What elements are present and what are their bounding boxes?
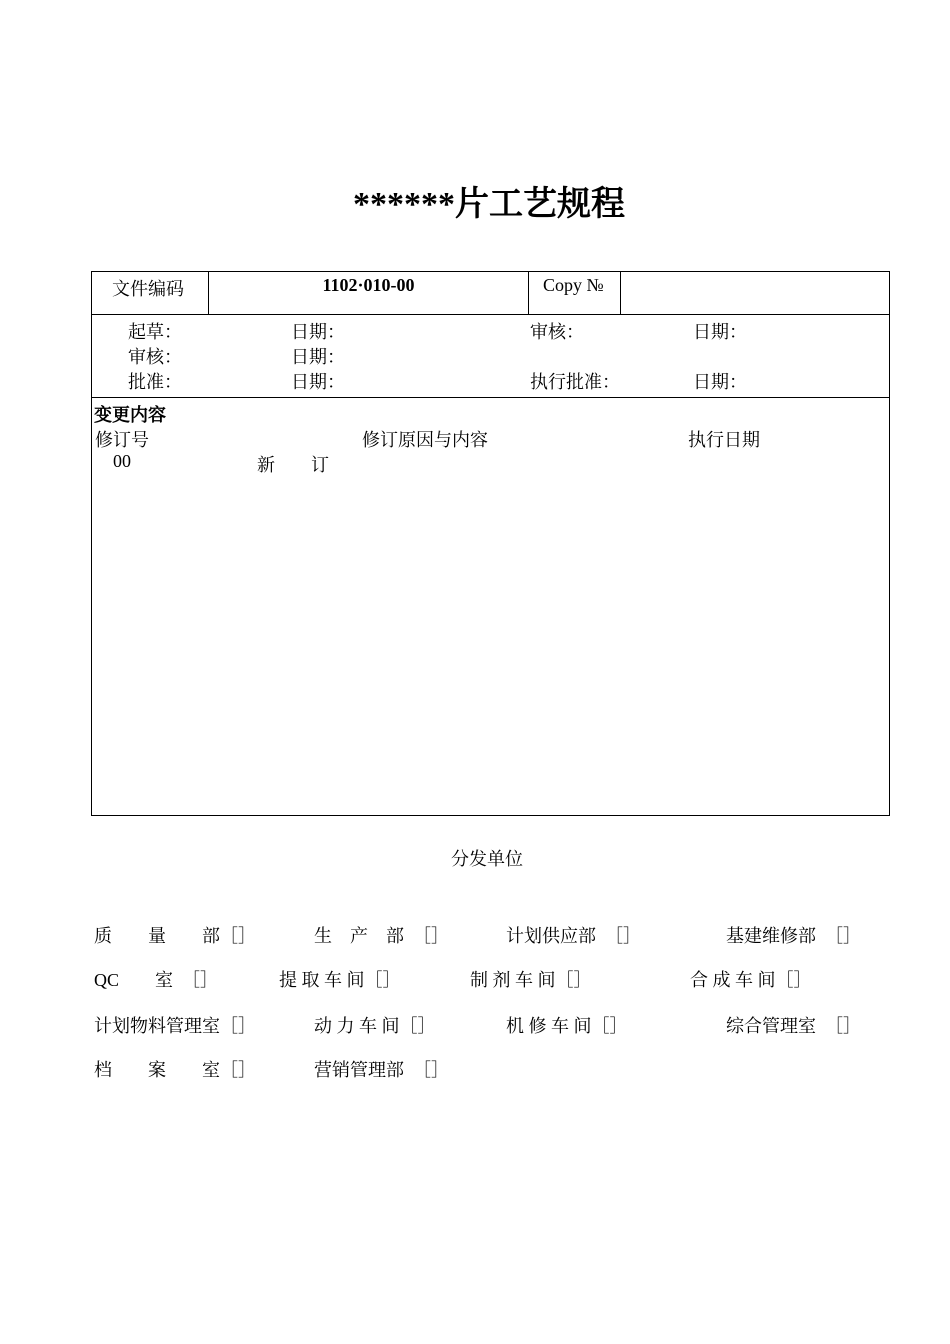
dist-qc-room: QC 室 ［］ — [94, 970, 219, 990]
dist-marketing-dept: 营销管理部 ［］ — [314, 1060, 449, 1080]
dist-formulation-workshop: 制 剂 车 间［］ — [470, 970, 592, 990]
file-code-value: 1102·010-00 — [322, 275, 415, 295]
exec-approve-date-label: 日期： — [693, 372, 747, 392]
dist-synthesis-workshop: 合 成 车 间［］ — [690, 970, 812, 990]
dist-extraction-workshop: 提 取 车 间［］ — [279, 970, 401, 990]
distribution-row-1 — [0, 922, 950, 952]
table-divider-2 — [91, 397, 890, 398]
review-right-label: 审核： — [530, 322, 584, 342]
table-border-right — [889, 271, 890, 816]
dist-material-management-room: 计划物料管理室［］ — [94, 1016, 256, 1036]
table-border-left — [91, 271, 92, 816]
dist-archives-room: 档 案 室［］ — [94, 1060, 256, 1080]
distribution-row-2 — [0, 966, 950, 996]
distribution-title: 分发单位 — [451, 849, 523, 869]
table-col-divider-3 — [620, 271, 621, 315]
change-content-heading: 变更内容 — [94, 405, 166, 425]
dist-general-management-room: 综合管理室 ［］ — [726, 1016, 861, 1036]
file-code-label: 文件编码 — [112, 279, 184, 299]
dist-power-workshop: 动 力 车 间［］ — [314, 1016, 436, 1036]
table-divider-1 — [91, 314, 890, 315]
dist-quality-dept: 质 量 部［］ — [94, 926, 256, 946]
dist-production-dept: 生 产 部 ［］ — [314, 926, 449, 946]
review-right-date-label: 日期： — [693, 322, 747, 342]
draft-label: 起草： — [128, 322, 182, 342]
distribution-row-4 — [0, 1056, 950, 1086]
col-header-reason: 修订原因与内容 — [362, 430, 488, 450]
col-header-exec-date: 执行日期 — [688, 430, 760, 450]
exec-approve-label: 执行批准： — [530, 372, 620, 392]
revision-number: 00 — [113, 451, 131, 471]
document-title: ******片工艺规程 — [353, 186, 625, 223]
dist-repair-workshop: 机 修 车 间［］ — [506, 1016, 628, 1036]
dist-construction-maintenance-dept: 基建维修部 ［］ — [726, 926, 861, 946]
table-border-top — [91, 271, 890, 272]
table-col-divider-2 — [528, 271, 529, 315]
copy-no-label: Copy № — [543, 275, 604, 295]
col-header-revision: 修订号 — [95, 430, 149, 450]
distribution-row-3 — [0, 1012, 950, 1042]
review-label: 审核： — [128, 347, 182, 367]
approve-date-label: 日期： — [291, 372, 345, 392]
table-border-bottom — [91, 815, 890, 816]
review-date-label: 日期： — [291, 347, 345, 367]
approve-label: 批准： — [128, 372, 182, 392]
dist-planning-supply-dept: 计划供应部 ［］ — [506, 926, 641, 946]
draft-date-label: 日期： — [291, 322, 345, 342]
revision-reason: 新 订 — [257, 455, 329, 475]
